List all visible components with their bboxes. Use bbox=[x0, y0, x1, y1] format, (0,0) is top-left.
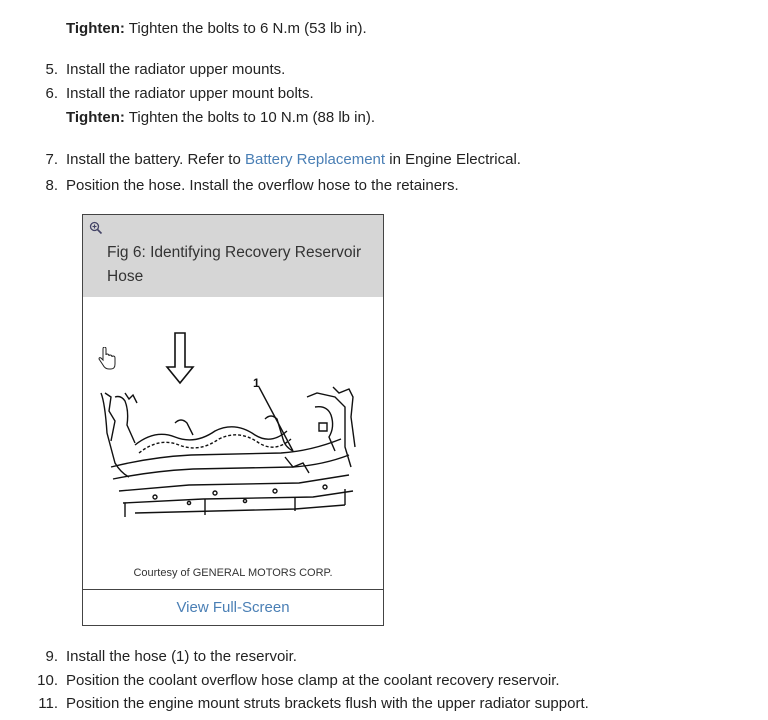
engine-radiator-diagram bbox=[95, 327, 367, 527]
tighten-note-2 bbox=[66, 108, 375, 128]
tighten-text: Tighten the bolts to 10 N.m (88 lb in). bbox=[124, 109, 376, 126]
tighten-text: Tighten the bolts to 6 N.m (53 lb in). bbox=[124, 20, 367, 37]
figure-header bbox=[83, 215, 383, 297]
figure-courtesy: Courtesy of GENERAL MOTORS CORP. bbox=[133, 567, 333, 579]
figure-card bbox=[82, 214, 384, 626]
step-text: Position the hose. Install the overflow hose to the retainers. bbox=[66, 177, 459, 194]
step-number: 11. bbox=[38, 695, 58, 712]
step-number: 8. bbox=[45, 177, 58, 194]
tighten-note-1 bbox=[66, 19, 367, 39]
step-text: Install the hose (1) to the reservoir. bbox=[66, 648, 297, 665]
tighten-label: Tighten: bbox=[66, 20, 125, 37]
step-number: 5. bbox=[45, 61, 58, 78]
step-number: 6. bbox=[45, 85, 58, 102]
step-text-after: in Engine Electrical. bbox=[385, 151, 521, 168]
view-full-screen-link[interactable]: View Full-Screen bbox=[176, 599, 290, 616]
zoom-in-icon[interactable] bbox=[89, 221, 103, 235]
step-text: Position the coolant overflow hose clamp at the coolant recovery reservoir. bbox=[66, 672, 560, 689]
step-text: Install the radiator upper mounts. bbox=[66, 61, 286, 78]
callout-label: 1 bbox=[253, 376, 260, 390]
figure-divider bbox=[83, 589, 383, 590]
tighten-label: Tighten: bbox=[66, 109, 125, 126]
step-text: Install the radiator upper mount bolts. bbox=[66, 85, 314, 102]
step-text-before: Install the battery. Refer to bbox=[66, 151, 245, 168]
step-text: Position the engine mount struts brackets flush with the upper radiator support. bbox=[66, 695, 589, 712]
step-number: 9. bbox=[45, 648, 58, 665]
step-text bbox=[66, 150, 521, 170]
step-number: 7. bbox=[45, 151, 58, 168]
battery-replacement-link[interactable]: Battery Replacement bbox=[244, 151, 386, 168]
step-number: 10. bbox=[37, 672, 58, 689]
figure-title: Fig 6: Identifying Recovery Reservoir Hose bbox=[107, 244, 362, 285]
